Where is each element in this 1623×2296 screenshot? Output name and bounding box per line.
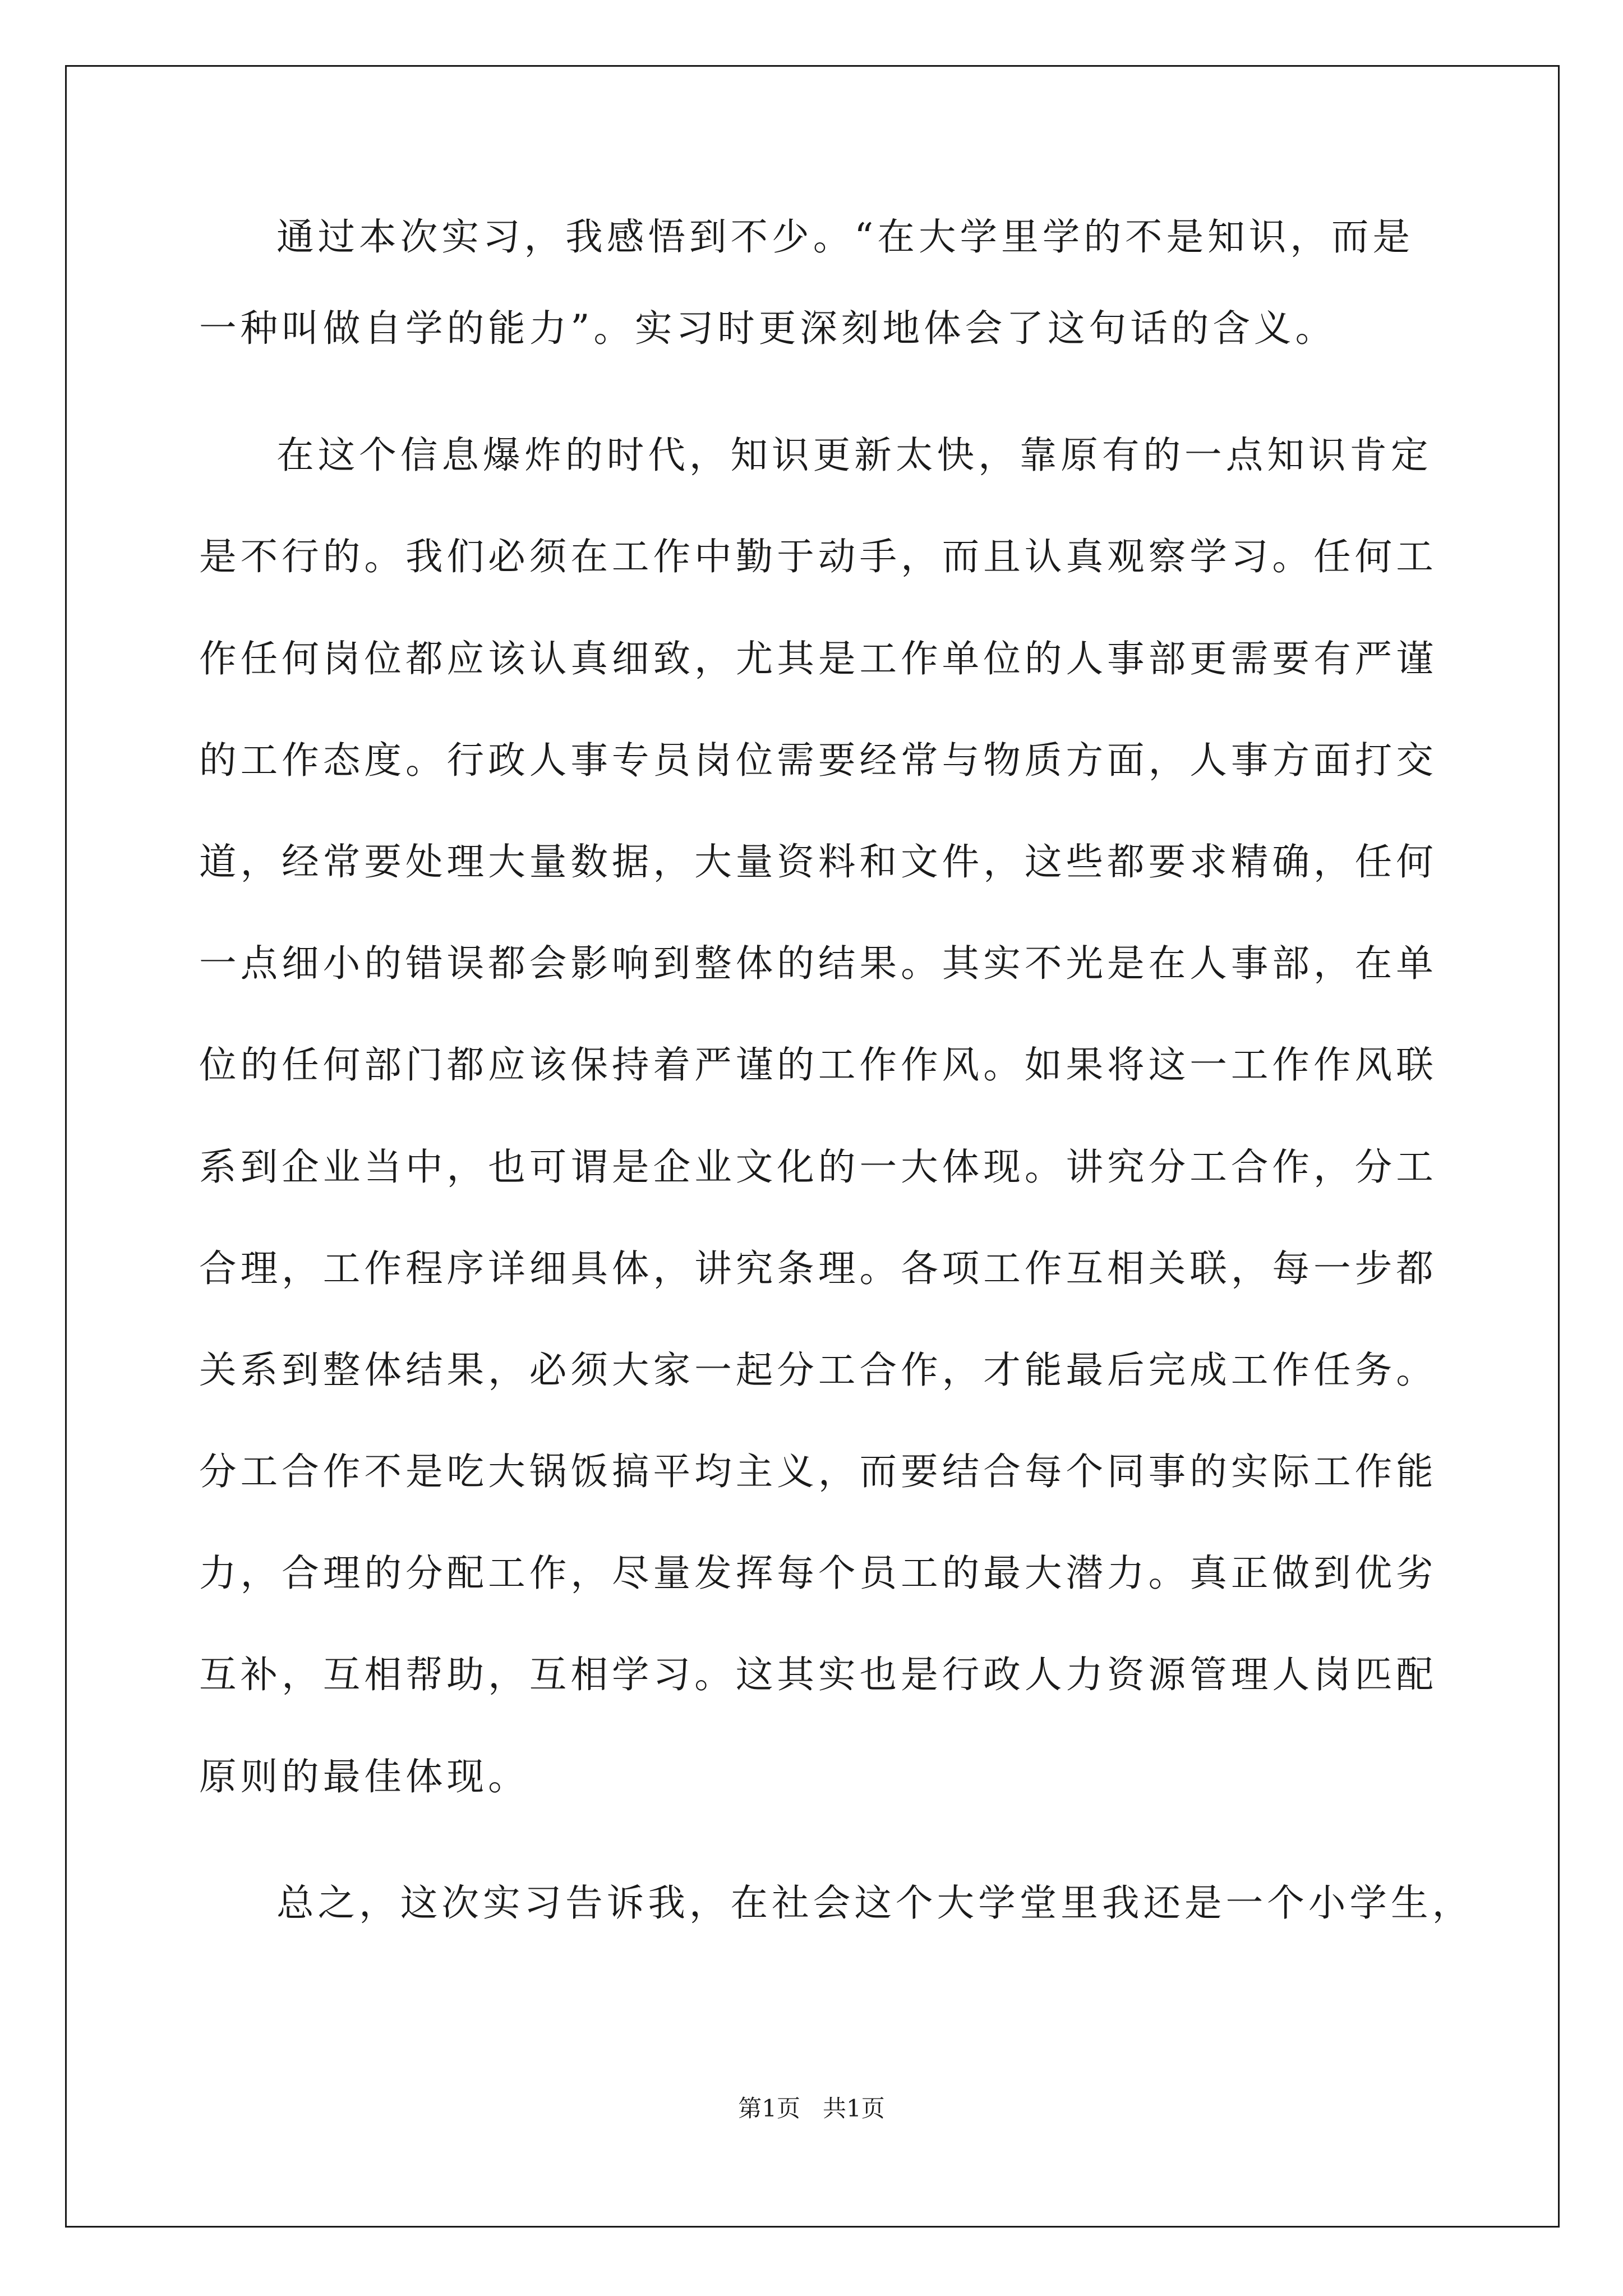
page-total: 共1页 (823, 2095, 885, 2122)
paragraph-2-line-11: 分工合作不是吃大锅饭搞平均主义，而要结合每个同事的实际工作能 (199, 1450, 1437, 1493)
paragraph-2-line-4: 的工作态度。行政人事专员岗位需要经常与物质方面，人事方面打交 (199, 738, 1437, 782)
paragraph-2-line-5: 道，经常要处理大量数据，大量资料和文件，这些都要求精确，任何 (199, 840, 1437, 884)
paragraph-1-line-2: 一种叫做自学的能力”。实习时更深刻地体会了这句话的含义。 (199, 306, 1337, 350)
paragraph-2-line-13: 互补，互相帮助，互相学习。这其实也是行政人力资源管理人岗匹配 (199, 1653, 1437, 1696)
paragraph-1-line-1: 通过本次实习，我感悟到不少。“在大学里学的不是知识，而是 (276, 215, 1414, 259)
paragraph-3-line-1: 总之，这次实习告诉我，在社会这个大学堂里我还是一个小学生， (276, 1881, 1474, 1925)
paragraph-2-line-6: 一点细小的错误都会影响到整体的结果。其实不光是在人事部，在单 (199, 941, 1437, 985)
paragraph-2-line-3: 作任何岗位都应该认真细致，尤其是工作单位的人事部更需要有严谨 (199, 637, 1437, 680)
paragraph-2-line-8: 系到企业当中，也可谓是企业文化的一大体现。讲究分工合作，分工 (199, 1145, 1437, 1189)
paragraph-2-line-2: 是不行的。我们必须在工作中勤于动手，而且认真观察学习。任何工 (199, 535, 1437, 578)
paragraph-2-line-1: 在这个信息爆炸的时代，知识更新太快，靠原有的一点知识肯定 (276, 433, 1432, 477)
paragraph-2-line-7: 位的任何部门都应该保持着严谨的工作作风。如果将这一工作作风联 (199, 1043, 1437, 1087)
page-footer (0, 2092, 1623, 2125)
paragraph-2-line-14: 原则的最佳体现。 (199, 1755, 529, 1798)
paragraph-2-line-9: 合理，工作程序详细具体，讲究条理。各项工作互相关联，每一步都 (199, 1246, 1437, 1290)
paragraph-2-line-10: 关系到整体结果，必须大家一起分工合作，才能最后完成工作任务。 (199, 1348, 1437, 1392)
page-number: 第1页 (738, 2095, 800, 2122)
paragraph-2-line-12: 力，合理的分配工作，尽量发挥每个员工的最大潜力。真正做到优劣 (199, 1551, 1437, 1595)
